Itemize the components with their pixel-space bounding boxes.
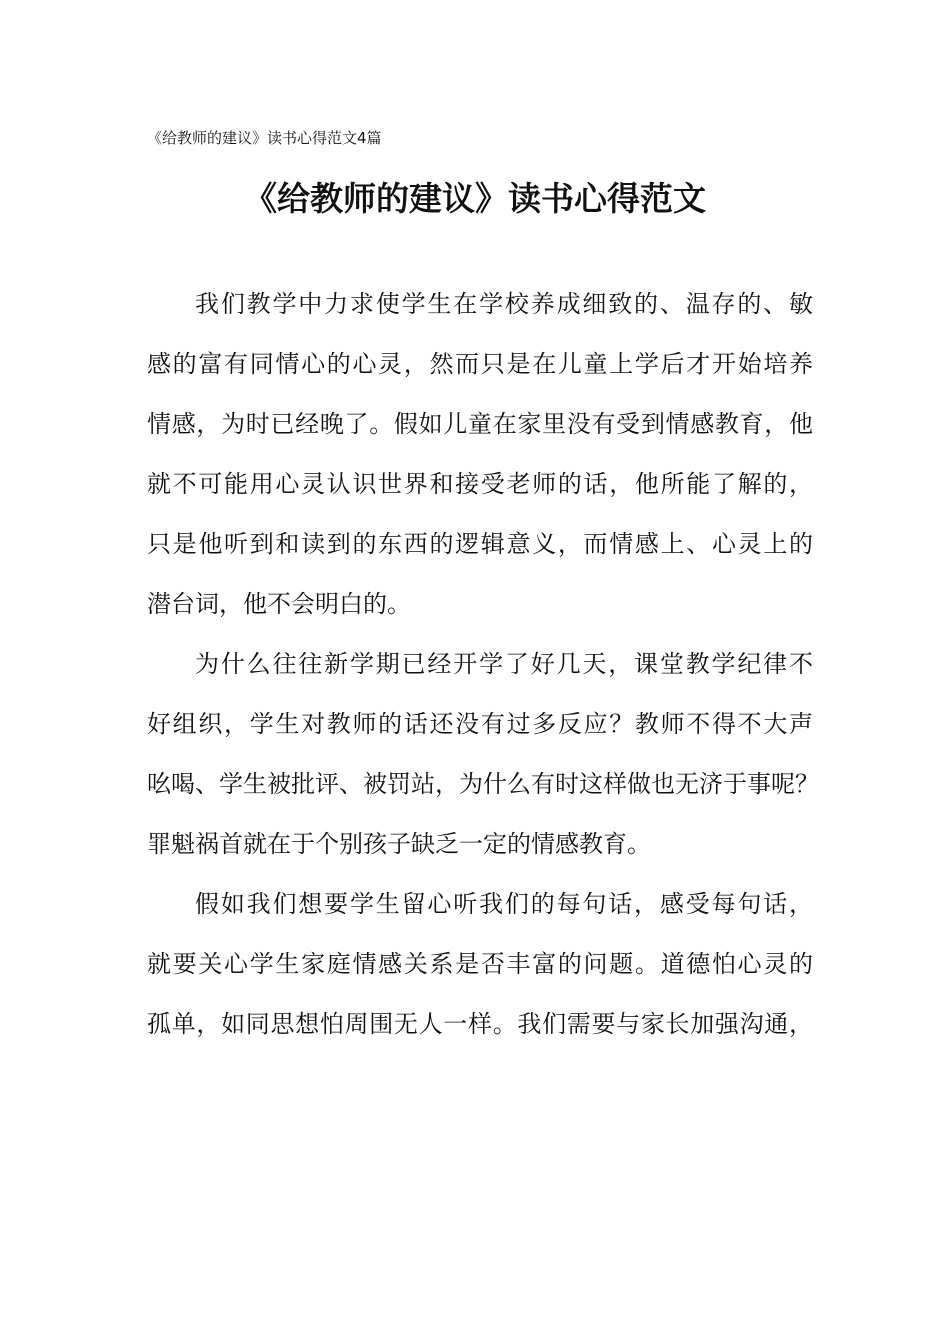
- paragraph-line: 我们教学中力求使学生在学校养成细致的、温存的、敏: [195, 290, 813, 318]
- paragraph-line: 假如我们想要学生留心听我们的每句话，感受每句话，: [195, 890, 813, 918]
- paragraph-line: 吆喝、学生被批评、被罚站，为什么有时这样做也无济于事呢？: [147, 770, 819, 798]
- paragraph-line: 好组织，学生对教师的话还没有过多反应？教师不得不大声: [147, 710, 813, 738]
- paragraph-line: 就要关心学生家庭情感关系是否丰富的问题。道德怕心灵的: [147, 950, 813, 978]
- paragraph-line: 感的富有同情心的心灵，然而只是在儿童上学后才开始培养: [147, 350, 813, 378]
- paragraph-line: 只是他听到和读到的东西的逻辑意义，而情感上、心灵上的: [147, 530, 813, 558]
- paragraph-line: 情感，为时已经晚了。假如儿童在家里没有受到情感教育，他: [147, 410, 813, 438]
- paragraph-line: 孤单，如同思想怕周围无人一样。我们需要与家长加强沟通，: [147, 1010, 813, 1038]
- paragraph-1: [147, 274, 813, 634]
- paragraph-line: 为什么往往新学期已经开学了好几天，课堂教学纪律不: [195, 650, 813, 678]
- paragraph-line: 就不可能用心灵认识世界和接受老师的话，他所能了解的，: [147, 470, 813, 498]
- paragraph-3: [147, 874, 813, 1054]
- page-header: 《给教师的建议》读书心得范文4篇: [147, 129, 382, 147]
- document-title: 《给教师的建议》读书心得范文: [244, 179, 706, 218]
- paragraph-2: [147, 634, 819, 874]
- paragraph-line: 罪魁祸首就在于个别孩子缺乏一定的情感教育。: [147, 830, 651, 858]
- document-body: [147, 274, 819, 1054]
- paragraph-line: 潜台词，他不会明白的。: [147, 590, 411, 618]
